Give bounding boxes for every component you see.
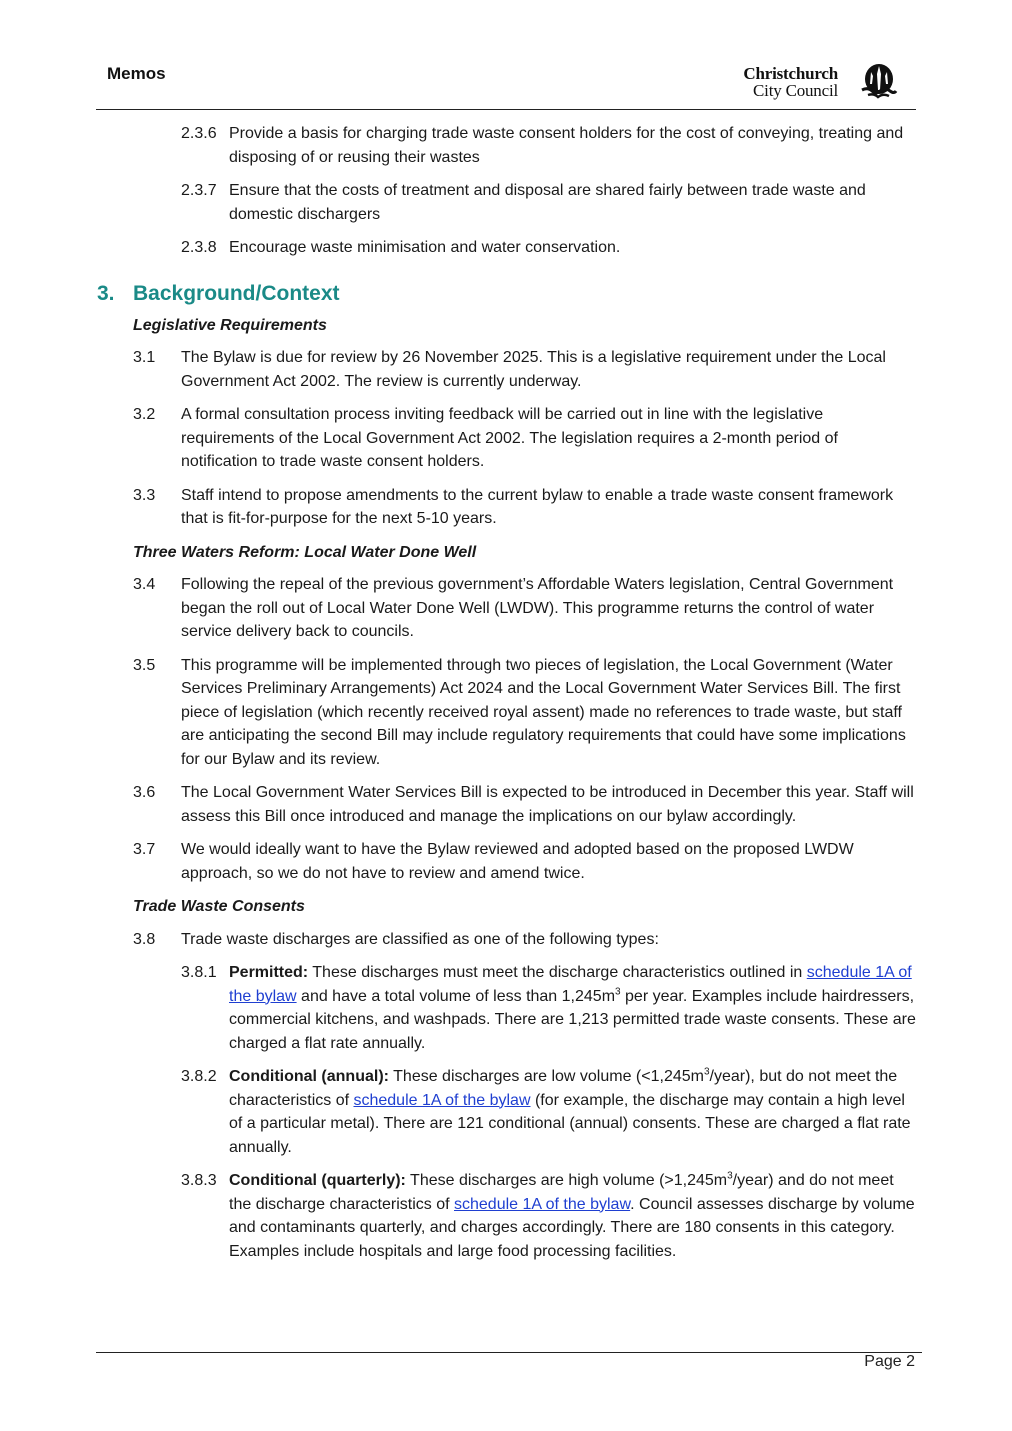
section-title: Background/Context xyxy=(133,281,340,305)
paragraph-number: 3.1 xyxy=(133,349,156,366)
type-label: Conditional (annual): xyxy=(229,1068,389,1085)
section-heading xyxy=(0,282,1012,310)
list-item xyxy=(0,179,1012,226)
logo-line1: Christchurch xyxy=(743,64,838,83)
paragraph-number: 3.6 xyxy=(133,784,156,801)
paragraph-text: Conditional (annual): These discharges are low volume $(<1,245m^3/year)$, but do not meet the characteristics of schedule 1A of the bylaw (for example, the discharge may contain a high level of a particular metal). There are 121 conditional (annual) consents. These are charged a flat rate annually. xyxy=(229,1066,911,1156)
schedule-1a-link[interactable]: schedule 1A of the bylaw xyxy=(353,1091,531,1109)
paragraph-number: 3.8 xyxy=(133,930,156,948)
paragraph-number: 3.5 xyxy=(133,656,156,674)
item-text: Encourage waste minimisation and water conservation. xyxy=(229,239,621,256)
paragraph-3-3 xyxy=(0,484,1012,531)
paragraph-number: 3.4 xyxy=(133,576,156,593)
paragraph-number: 3.2 xyxy=(133,406,156,423)
header-title: Memos xyxy=(107,64,166,83)
page-number: Page 2 xyxy=(864,1353,915,1370)
ccc-crest-icon xyxy=(858,62,898,100)
paragraph-3-2 xyxy=(0,403,1012,474)
list-item xyxy=(0,236,1012,260)
paragraph-text: This programme will be implemented through two pieces of legislation, the Local Government (Water Services Preliminary Arrangements) Act 2024 and the Local Government Water Services Bill. The first piece of legislation (which recently received royal assent) made no references to trade waste, but staff are anticipating the second Bill may include regulatory requirements that could have some implications for our Bylaw and its review. xyxy=(181,656,906,768)
paragraph-text: Permitted: These discharges must meet the discharge characteristics outlined in schedule 1A of the bylaw and have a total volume of less than $1,245m^3$ per year. Examples include hairdressers, commercial kitchens, and washpads. There are 1,213 permitted trade waste consents. These are charged a flat rate annually. xyxy=(229,964,916,1052)
page-header xyxy=(96,58,916,110)
paragraph-3-8 xyxy=(0,928,1012,952)
footer-divider xyxy=(96,1352,922,1353)
item-number: 2.3.7 xyxy=(181,182,217,199)
schedule-1a-link[interactable]: schedule 1A of the bylaw xyxy=(229,964,912,1005)
paragraph-text: The Bylaw is due for review by 26 November 2025. This is a legislative requirement under the Local Government Act 2002. The review is currently underway. xyxy=(181,349,886,390)
paragraph-text: A formal consultation process inviting feedback will be carried out in line with the legislative requirements of the Local Government Act 2002. The legislation requires a 2-month period of notification to trade waste consent holders. xyxy=(181,406,838,470)
type-label: Permitted: xyxy=(229,964,309,981)
header-divider xyxy=(96,109,916,110)
item-text: Ensure that the costs of treatment and disposal are shared fairly between trade waste and domestic dischargers xyxy=(229,182,866,223)
subheading-trade-waste: Trade Waste Consents xyxy=(133,898,305,915)
type-label: Conditional (quarterly): xyxy=(229,1172,406,1189)
paragraph-text: Following the repeal of the previous government’s Affordable Waters legislation, Central Government began the roll out of Local Water Done Well (LWDW). This programme returns the control of water service delivery back to councils. xyxy=(181,576,894,640)
paragraph-3-6 xyxy=(0,781,1012,828)
memo-body xyxy=(0,122,1012,1273)
paragraph-number: 3.7 xyxy=(133,841,156,858)
paragraph-3-4 xyxy=(0,573,1012,644)
paragraph-number: 3.8.3 xyxy=(181,1172,217,1189)
paragraph-text: The Local Government Water Services Bill is expected to be introduced in December this year. Staff will assess this Bill once introduced and manage the implications on our bylaw accordingly. xyxy=(181,784,914,825)
logo-line2: City Council xyxy=(753,81,838,100)
paragraph-3-8-1 xyxy=(0,961,1012,1055)
item-number: 2.3.8 xyxy=(181,239,217,256)
list-item xyxy=(0,122,1012,169)
paragraph-3-1 xyxy=(0,346,1012,393)
schedule-1a-link[interactable]: schedule 1A of the bylaw xyxy=(454,1195,631,1213)
council-logo xyxy=(738,60,898,100)
paragraph-text: Trade waste discharges are classified as one of the following types: xyxy=(181,930,659,948)
item-text: Provide a basis for charging trade waste consent holders for the cost of conveying, treating and disposing of or reusing their wastes xyxy=(229,125,904,166)
subheading-three-waters: Three Waters Reform: Local Water Done Well xyxy=(133,543,477,561)
paragraph-3-7 xyxy=(0,838,1012,885)
section-number: 3. xyxy=(97,281,115,305)
paragraph-number: 3.8.1 xyxy=(181,964,217,981)
paragraph-text: Staff intend to propose amendments to the current bylaw to enable a trade waste consent framework that is fit-for-purpose for the next 5-10 years. xyxy=(181,486,894,527)
paragraph-text: We would ideally want to have the Bylaw reviewed and adopted based on the proposed LWDW approach, so we do not have to review and amend twice. xyxy=(181,841,854,882)
paragraph-3-5 xyxy=(0,654,1012,772)
paragraph-number: 3.3 xyxy=(133,486,156,504)
item-number: 2.3.6 xyxy=(181,125,217,142)
paragraph-3-8-3 xyxy=(0,1169,1012,1263)
paragraph-text: Conditional (quarterly): These discharges are high volume $(>1,245m^3/year)$ and do not meet the discharge characteristics of schedule 1A of the bylaw. Council assesses discharge by volume and contaminants quarterly, and charges accordingly. There are 180 consents in this category. Examples include hospitals and large food processing facilities. xyxy=(229,1170,915,1260)
paragraph-3-8-2 xyxy=(0,1065,1012,1159)
paragraph-number: 3.8.2 xyxy=(181,1068,217,1085)
subheading-legislative: Legislative Requirements xyxy=(133,316,327,334)
